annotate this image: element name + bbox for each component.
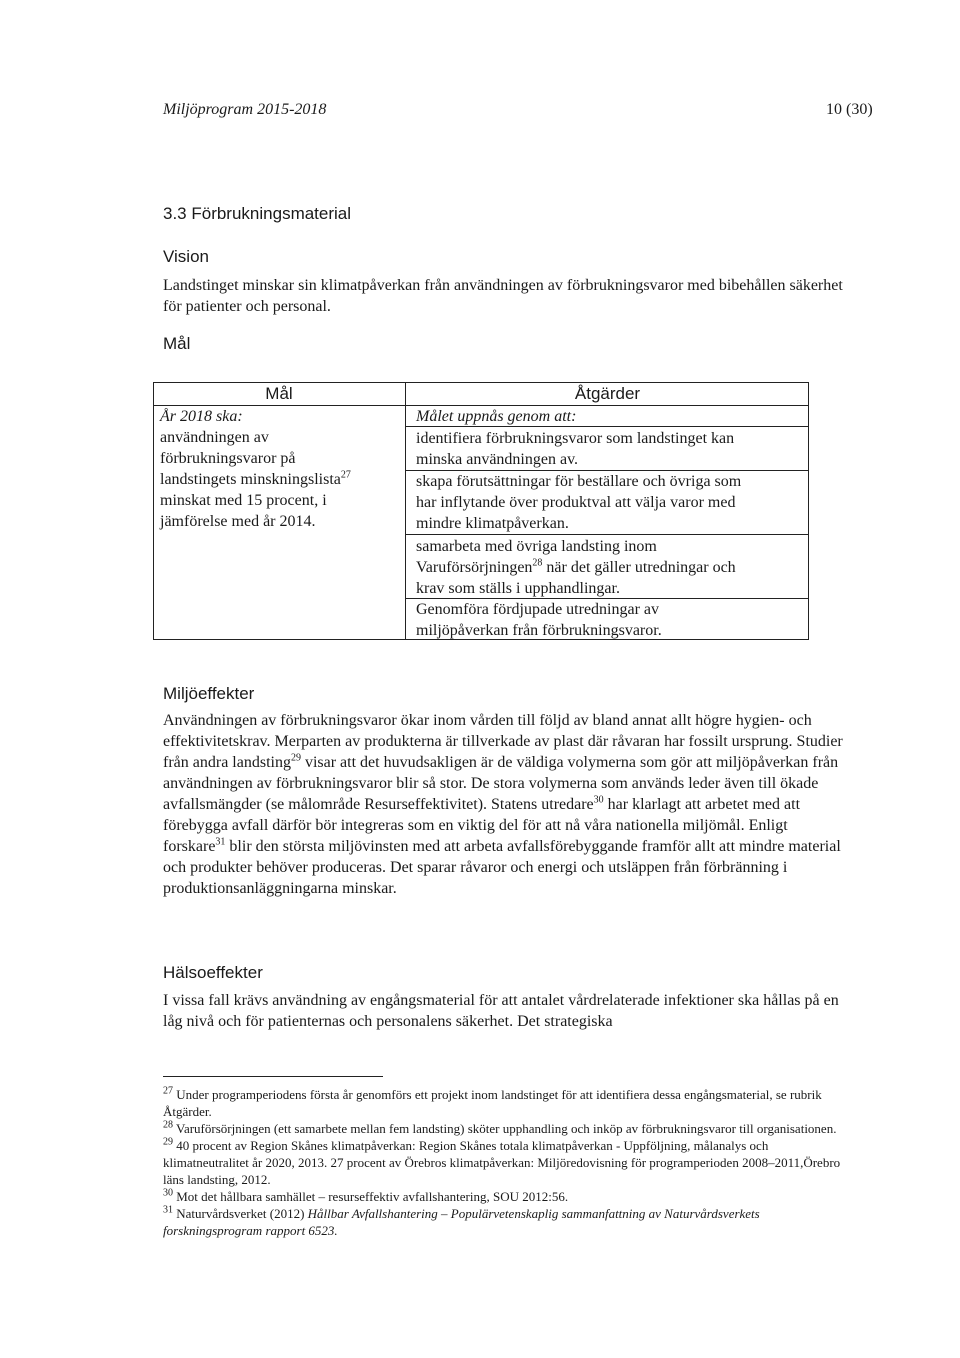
footnote-text: Varuförsörjningen (ett samarbete mellan fem landsting) sköter upphandling och inköp av förbrukningsvaror till organisationen. <box>173 1121 837 1136</box>
action-item <box>416 471 806 534</box>
footnotes <box>163 1086 853 1239</box>
action-text: minska användningen av. <box>416 451 579 468</box>
footnote-item <box>163 1120 853 1137</box>
footnote-ref: 31 <box>215 836 226 848</box>
miljo-text-part: Användningen av förbrukningsvaror ökar inom vården till följd av bland annat allt högre hygien- och effektivitetskrav. Merparten av produkterna är tillverkade av plast där råvaran har fossilt ursprung. Studier från andra landsting <box>163 712 843 771</box>
table-divider <box>405 382 406 640</box>
footnote-item <box>163 1188 853 1205</box>
footnote-text: Under programperiodens första år genomförs ett projekt inom landstinget för att identifiera dessa engångsmaterial, se rubrik Åtgärder. <box>163 1087 822 1119</box>
footnote-text: 40 procent av Region Skånes klimatpåverkan: Region Skånes totala klimatpåverkan - Uppföljning, målanalys och klimatneutralitet år 2020, 2013. 27 procent av Örebros klimatpåverkan: Miljöredovisning för programperioden 2008–2011,Örebro läns landsting, 2012. <box>163 1138 841 1187</box>
miljo-heading: Miljöeffekter <box>163 684 255 703</box>
halso-heading: Hälsoeffekter <box>163 963 263 982</box>
action-item <box>416 599 806 641</box>
action-text: miljöpåverkan från förbrukningsvaror. <box>416 622 662 639</box>
footnote-ref: 30 <box>593 794 604 806</box>
footnote-number: 27 <box>163 1085 173 1097</box>
table-rule <box>406 534 809 535</box>
footnote-number: 29 <box>163 1136 173 1148</box>
footnote-text: Mot det hållbara samhället – resurseffektiv avfallshantering, SOU 2012:56. <box>173 1189 569 1204</box>
vision-heading: Vision <box>163 247 209 266</box>
action-text: Varuförsörjningen <box>416 559 533 576</box>
table-header-mal: Mål <box>265 384 293 403</box>
action-text: har inflytande över produktval att välja varor med <box>416 494 736 511</box>
footnote-item <box>163 1137 853 1188</box>
action-text: samarbeta med övriga landsting inom <box>416 538 657 555</box>
footnote-item <box>163 1086 853 1120</box>
goal-line: användningen av <box>160 429 269 446</box>
footnote-rule <box>163 1076 383 1077</box>
mal-heading: Mål <box>163 334 191 353</box>
halso-text: I vissa fall krävs användning av engångsmaterial för att antalet vårdrelaterade infektioner ska hållas på en låg nivå och för patienternas och personalens säkerhet. Det strategiska <box>163 992 839 1030</box>
vision-text: Landstinget minskar sin klimatpåverkan från användningen av förbrukningsvaror med bibehållen säkerhet för patienter och personal. <box>163 277 843 315</box>
goal-line: jämförelse med år 2014. <box>160 513 316 530</box>
footnote-ref: 29 <box>290 752 301 764</box>
section-heading: 3.3 Förbrukningsmaterial <box>163 204 352 223</box>
action-text: identifiera förbrukningsvaror som landstinget kan <box>416 430 735 447</box>
miljo-text-part: blir den största miljövinsten med att arbeta avfallsförebyggande framför allt att mindre material och produkter behöver produceras. Det sparar råvaror och energi och utsläppen från förbränning i produktionsanläggningarna minskar. <box>163 838 841 897</box>
goal-line: landstingets minskningslista <box>160 471 341 488</box>
action-item <box>416 536 806 599</box>
action-text: krav som ställs i upphandlingar. <box>416 580 620 597</box>
table-header-atgarder: Åtgärder <box>574 384 641 403</box>
action-item <box>416 428 806 470</box>
action-lead: Målet uppnås genom att: <box>416 408 577 425</box>
page-number: 10 (30) <box>826 101 873 118</box>
action-text: skapa förutsättningar för beställare och övriga som <box>416 473 742 490</box>
footnote-item <box>163 1205 853 1239</box>
footnote-number: 31 <box>163 1204 173 1216</box>
footnote-text: Naturvårdsverket (2012) <box>173 1206 308 1221</box>
miljo-text <box>163 710 853 899</box>
goal-lead: År 2018 ska: <box>160 408 243 425</box>
miljo-text-part: har klarlagt att arbetet med att förebygga avfall därför bör integreras som en viktig del för att nå våra nationella miljömål. Enligt forskare <box>163 796 801 855</box>
miljo-text-part: visar att det huvudsakligen är de väldiga volymerna som gör att miljöpåverkan från användningen av förbrukningsvaror blir så stor. De stora volymerna som används leder även till ökade avfallsmängder (se målområde Resurseffektivitet). Statens utredare <box>163 754 839 813</box>
action-text: när det gäller utredningar och <box>542 559 736 576</box>
goal-cell <box>160 406 400 532</box>
footnote-text-italic: Hållbar Avfallshantering – Populärvetenskaplig sammanfattning av Naturvårdsverkets forskningsprogram rapport 6523. <box>163 1206 760 1238</box>
goal-line: minskat med 15 procent, i <box>160 492 327 509</box>
document-title: Miljöprogram 2015-2018 <box>163 101 327 118</box>
footnote-number: 28 <box>163 1119 173 1131</box>
footnote-ref: 28 <box>532 557 543 569</box>
action-text: mindre klimatpåverkan. <box>416 515 569 532</box>
footnote-number: 30 <box>163 1187 173 1199</box>
goal-line: förbrukningsvaror på <box>160 450 296 467</box>
action-text: Genomföra fördjupade utredningar av <box>416 601 660 618</box>
footnote-ref: 27 <box>340 469 351 481</box>
